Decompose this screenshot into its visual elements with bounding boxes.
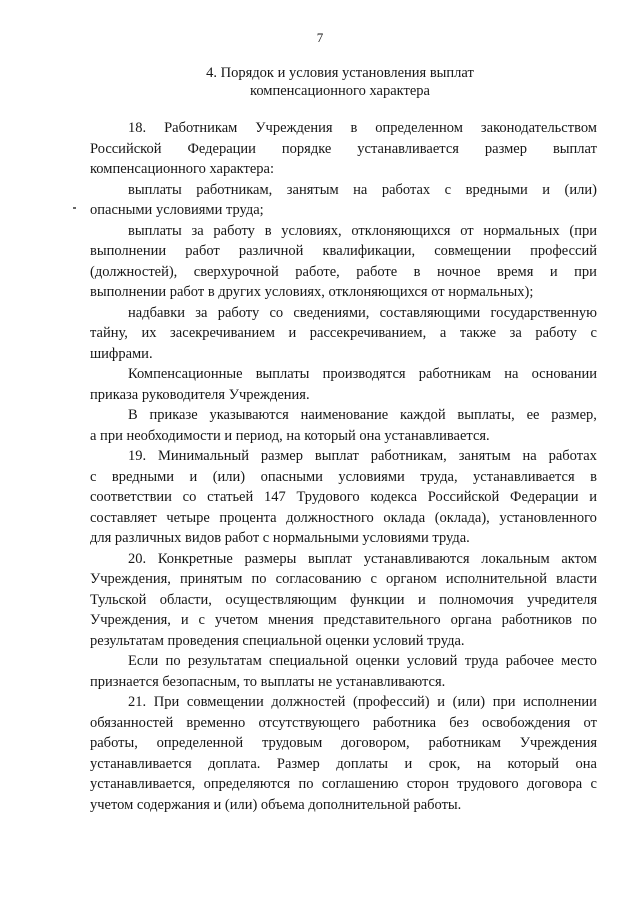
word: работе, [295,263,340,280]
word: с [90,468,97,485]
word: на [353,181,368,198]
paragraph [90,180,597,221]
word: статьей [207,489,254,505]
word: условий [406,653,458,669]
paragraph-line [90,405,597,426]
word: 20. [128,550,147,567]
paragraph-line [90,323,597,344]
word: и [180,612,189,628]
section-heading-line: 4. Порядок и условия установления выплат [206,65,474,81]
paragraph-line: учетом содержания и (или) объема дополнительной работы. [90,796,462,813]
word: ее [526,407,540,423]
word: условиями [338,468,405,485]
word: в [350,120,358,136]
word: Федерации [510,489,579,505]
word: и [549,263,558,280]
word: соответствии [90,489,172,505]
paragraph-line [90,487,597,508]
word: квалификации, [322,243,416,259]
word: 147 [263,489,286,505]
word: труда, [420,468,458,485]
word: с [444,181,452,198]
word: отсутствующего [258,714,360,731]
word: указываются [209,407,289,423]
word: за [191,222,204,239]
word: (должностей), [90,263,178,280]
word: рассекречиванием, [309,325,427,341]
word: засекречиванием [170,325,275,341]
word: Учреждения [519,735,597,751]
section-heading-line: компенсационного характера [250,83,430,99]
word: выплаты, [457,407,515,423]
word: от [583,714,597,731]
word: функции [350,591,405,608]
word: выплаты [128,222,182,239]
word: 21. [128,694,147,710]
word: условиях, [281,222,342,239]
word: их [141,325,157,341]
word: учредителя [527,591,597,608]
word: в [413,263,421,280]
word: надбавки [128,304,186,321]
paragraph-line [90,303,597,324]
word: устанавливается [90,755,192,772]
word: локальным [481,550,550,567]
paragraph-line [90,549,597,570]
word: сторон [406,776,449,792]
word: работникам [428,735,501,751]
word: (при [569,222,597,239]
word: на [476,755,492,772]
paragraph-line [90,180,597,201]
word: нормальных [483,222,560,239]
paragraph-line: результатам проведения специальной оценки условий труда. [90,632,465,649]
word: и [404,755,413,772]
paragraph-line: признается безопасным, то выплаты не устанавливаются. [90,673,446,690]
word: Минимальный [158,448,249,464]
word: на [504,366,519,382]
word: совмещении [186,694,264,710]
word: Учреждения, [90,612,171,628]
word: рабочее [505,653,554,669]
word: работе [356,263,398,280]
word: освобождения [482,714,571,731]
word: доплаты [336,755,389,772]
scan-artifact [73,207,76,209]
word: работах [548,448,597,464]
word: Размер [276,755,320,772]
word: органом [385,571,437,587]
word: занятым [458,448,511,464]
paragraph-line: для различных видов работ с нормальными условиями труда. [90,530,470,546]
word: трудовым [262,735,323,751]
word: выплаты [255,366,310,382]
word: размер [484,140,527,157]
paragraph [90,549,597,652]
word: выплат [552,140,597,157]
word: кодекса [370,489,418,505]
word: (или) [212,468,246,485]
word: работах [381,181,431,198]
word: осуществляющим [225,591,337,608]
word: Трудового [296,489,360,505]
paragraph-line [90,508,597,529]
word: договором, [341,735,410,751]
word: Учреждения, [90,571,171,587]
paragraph [90,221,597,303]
word: составляющими [379,304,481,321]
word: и [189,468,198,485]
paragraph-line: а при необходимости и период, на который она устанавливается. [90,427,490,444]
word: трудового [457,776,519,792]
word: место [561,653,597,669]
paragraph-line [90,569,597,590]
word: при [492,694,516,710]
word: в [264,222,272,239]
word: работу [213,222,255,239]
word: установленного [499,509,597,526]
word: размеры [244,550,297,567]
word: Если [128,653,159,669]
paragraph [90,446,597,549]
word: (профессий) [353,694,430,710]
word: Тульской [90,591,147,608]
word: сведениями, [293,304,370,321]
word: выплаты [128,181,182,198]
word: работу [535,325,577,341]
word: в [590,468,597,485]
word: ночное [436,263,481,280]
word: который [507,755,560,772]
word: специальной [269,653,349,669]
word: Конкретные [157,550,233,567]
word: вредными [111,468,175,485]
word: процента [219,509,277,526]
word: работника [372,714,437,731]
word: и [417,591,426,608]
word: государственную [490,304,597,321]
word: работу [217,304,260,321]
word: временно [186,714,246,731]
paragraph-line [90,262,597,283]
word: При [153,694,180,710]
word: результатам [187,653,262,669]
word: работникам, [370,448,447,464]
paragraph-line: выполнении работ в других условиях, отклоняющихся от нормальных); [90,284,534,300]
paragraph-line [90,118,597,139]
word: основании [531,366,597,382]
word: (оклада), [434,509,490,526]
word: Федерации [187,140,256,157]
word: Учреждения [255,120,333,136]
word: полномочия [439,591,514,608]
word: приказе [149,407,198,423]
word: оценки [355,653,400,669]
word: срок, [428,755,461,772]
word: договора [527,776,583,792]
word: составляет [90,509,157,526]
word: соглашению [321,776,399,792]
word: размер [260,448,303,464]
word: занятым [286,181,339,198]
word: исполнительной [445,571,548,587]
word: она [575,755,597,772]
word: с [590,776,597,792]
word: по [581,612,597,628]
paragraph-line [90,139,597,160]
word: выплат [314,448,359,464]
word: и [542,181,551,198]
paragraph-line [90,692,597,713]
word: производятся [322,366,406,382]
word: опасными [260,468,323,485]
word: со [269,304,284,321]
word: по [298,776,314,792]
word: и [589,489,597,505]
word: с [590,325,597,341]
paragraph-line [90,241,597,262]
word: и [437,694,445,710]
word: время [497,263,534,280]
paragraph [90,651,597,692]
word: области, [159,591,212,608]
page-number: 7 [316,30,324,45]
word: работ [185,243,220,259]
word: (или) [564,181,597,198]
paragraph-line [90,590,597,611]
section-heading [120,64,560,100]
word: работников [501,612,572,628]
paragraph [90,405,597,446]
word: совмещении [434,243,512,259]
word: без [449,714,469,731]
paragraph-line [90,774,597,795]
paragraph [90,303,597,365]
word: наименование [300,407,389,423]
word: за [195,304,208,321]
word: а [439,325,447,341]
paragraph-line [90,446,597,467]
word: доплата. [208,755,261,772]
word: (или) [452,694,486,710]
paragraph [90,364,597,405]
paragraph-line [90,221,597,242]
word: со [182,489,197,505]
word: Работникам [164,120,238,136]
word: по [165,653,181,669]
word: профессий [530,243,597,259]
word: от [460,222,474,239]
word: согласованию [275,571,362,587]
word: работникам [418,366,492,382]
word: за [509,325,522,341]
word: обязанностей [90,714,174,731]
word: четыре [166,509,210,526]
word: и [288,325,297,341]
word: при [574,263,597,280]
word: актом [561,550,597,567]
word: принятым [179,571,243,587]
word: порядке [281,140,332,157]
word: каждой [399,407,446,423]
paragraph-line [90,364,597,385]
word: с [370,571,377,587]
word: Компенсационные [128,366,243,382]
word: власти [556,571,597,587]
word: устанавливаются [363,550,470,567]
word: отклоняющихся [351,222,451,239]
word: работы, [90,735,138,751]
word: устанавливается [473,468,575,485]
word: законодательством [480,120,597,136]
word: устанавливается [357,140,459,157]
word: по [251,571,267,587]
word: Российской [90,140,162,157]
word: выплат [308,550,352,567]
word: труда [464,653,499,669]
word: различной [238,243,304,259]
word: должностного [286,509,374,526]
word: устанавливается, [90,776,196,792]
word: вредными [465,181,528,198]
word: определенной [156,735,244,751]
word: определенном [375,120,463,136]
word: представительного [323,612,441,628]
word: определяются [203,776,291,792]
paragraph-line [90,651,597,672]
document-body [90,118,597,815]
word: тайну, [90,325,128,341]
paragraph [90,118,597,180]
paragraph-line: компенсационного характера: [90,161,274,177]
word: 19. [128,448,147,464]
word: органа [450,612,492,628]
word: с [198,612,205,628]
word: должностей [271,694,346,710]
paragraph [90,692,597,815]
word: также [459,325,497,341]
word: исполнении [523,694,597,710]
word: мнения [268,612,314,628]
word: Российской [427,489,500,505]
paragraph-line [90,713,597,734]
word: сверхурочной [193,263,279,280]
word: на [522,448,537,464]
word: В [128,407,138,423]
paragraph-line: опасными условиями труда; [90,202,264,218]
paragraph-line [90,733,597,754]
word: работникам, [196,181,273,198]
paragraph-line: приказа руководителя Учреждения. [90,386,310,403]
word: оклада [383,509,426,526]
word: размер, [551,407,597,423]
word: выполнении [90,243,167,259]
word: 18. [128,120,147,136]
paragraph-line [90,610,597,631]
word: учетом [214,612,259,628]
paragraph-line [90,467,597,488]
paragraph-line [90,754,597,775]
paragraph-line: шифрами. [90,345,153,362]
